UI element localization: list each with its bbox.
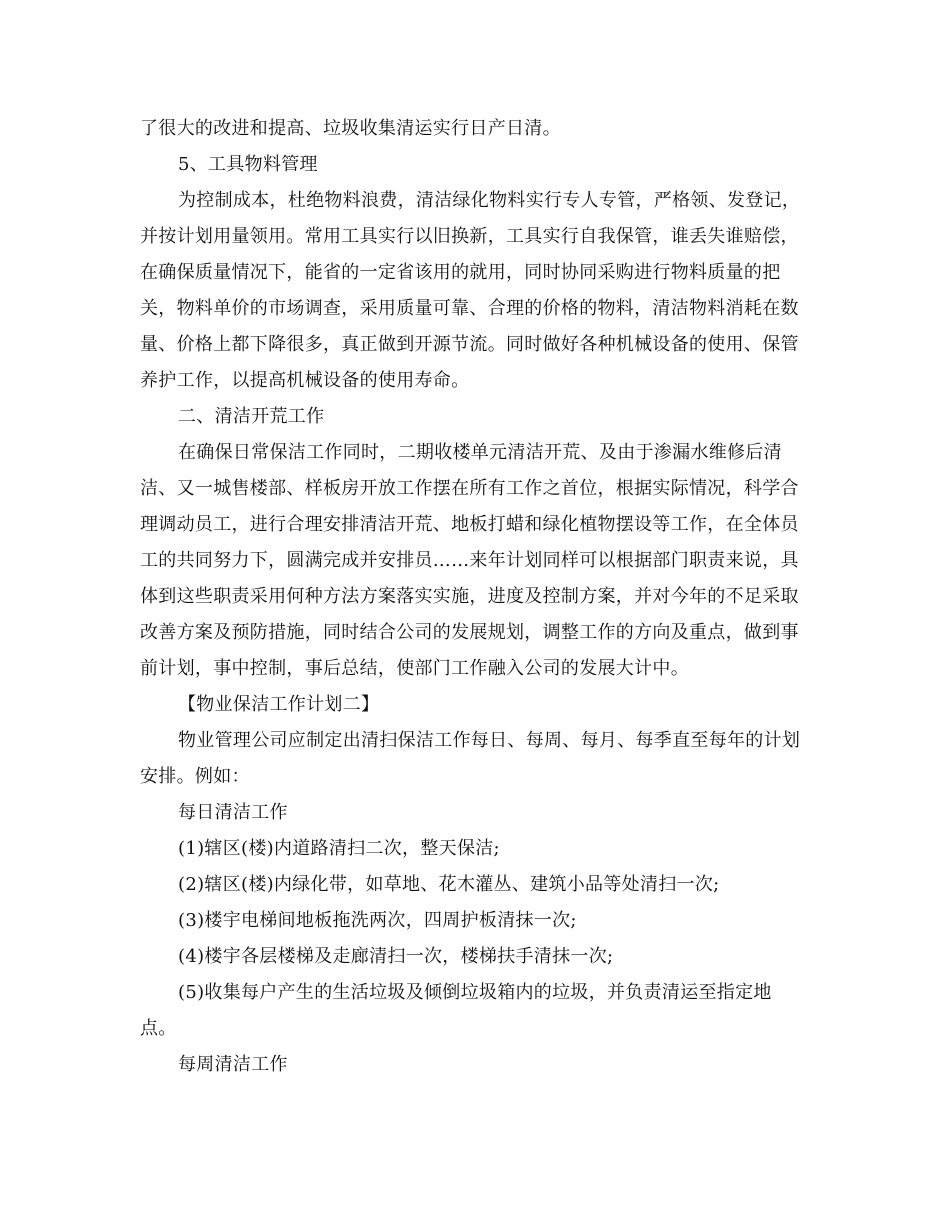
- text-line: 养护工作，以提高机械设备的使用寿命。: [140, 370, 470, 391]
- section-heading: 【物业保洁工作计划二】: [178, 694, 380, 715]
- text-line: 了很大的改进和提高、垃圾收集清运实行日产日清。: [140, 118, 561, 139]
- list-item: (1)辖区(楼)内道路清扫二次，整天保洁;: [178, 838, 500, 859]
- text-line: 点。: [140, 1018, 177, 1039]
- document-body: [140, 111, 812, 1083]
- list-item: (4)楼宇各层楼梯及走廊清扫一次，楼梯扶手清抹一次;: [178, 946, 614, 967]
- text-line: 前计划，事中控制，事后总结，使部门工作融入公司的发展大计中。: [140, 658, 689, 679]
- text-line: 安排。例如：: [140, 766, 250, 787]
- paragraph-line: 为控制成本，杜绝物料浪费，清洁绿化物料实行专人专管，严格领、发登记，: [178, 190, 801, 211]
- text-line: 理调动员工，进行合理安排清洁开荒、地板打蜡和绿化植物摆设等工作，在全体员: [140, 514, 799, 535]
- text-line: 体到这些职责采用何种方法方案落实实施，进度及控制方案，并对今年的不足采取: [140, 586, 799, 607]
- section-heading: 二、清洁开荒工作: [178, 406, 325, 427]
- text-line: 量、价格上都下降很多，真正做到开源节流。同时做好各种机械设备的使用、保管: [140, 334, 799, 355]
- list-item: (3)楼宇电梯间地板拖洗两次，四周护板清抹一次;: [178, 910, 577, 931]
- subheading: 每周清洁工作: [178, 1054, 288, 1075]
- text-line: 并按计划用量领用。常用工具实行以旧换新，工具实行自我保管，谁丢失谁赔偿，: [140, 226, 799, 247]
- paragraph-line: 在确保日常保洁工作同时，二期收楼单元清洁开荒、及由于渗漏水维修后清: [178, 442, 782, 463]
- text-line: 关，物料单价的市场调查，采用质量可靠、合理的价格的物料，清洁物料消耗在数: [140, 298, 799, 319]
- text-line: 改善方案及预防措施，同时结合公司的发展规划，调整工作的方向及重点，做到事: [140, 622, 799, 643]
- text-line: 洁、又一城售楼部、样板房开放工作摆在所有工作之首位，根据实际情况，科学合: [140, 478, 799, 499]
- section-heading: 5、工具物料管理: [178, 154, 318, 175]
- subheading: 每日清洁工作: [178, 802, 288, 823]
- list-item: (2)辖区(楼)内绿化带，如草地、花木灌丛、建筑小品等处清扫一次;: [178, 874, 720, 895]
- text-line: 工的共同努力下，圆满完成并安排员……来年计划同样可以根据部门职责来说，具: [140, 550, 799, 571]
- paragraph-line: 物业管理公司应制定出清扫保洁工作每日、每周、每月、每季直至每年的计划: [178, 730, 801, 751]
- list-item: (5)收集每户产生的生活垃圾及倾倒垃圾箱内的垃圾，并负责清运至指定地: [178, 982, 772, 1003]
- text-line: 在确保质量情况下，能省的一定省该用的就用，同时协同采购进行物料质量的把: [140, 262, 781, 283]
